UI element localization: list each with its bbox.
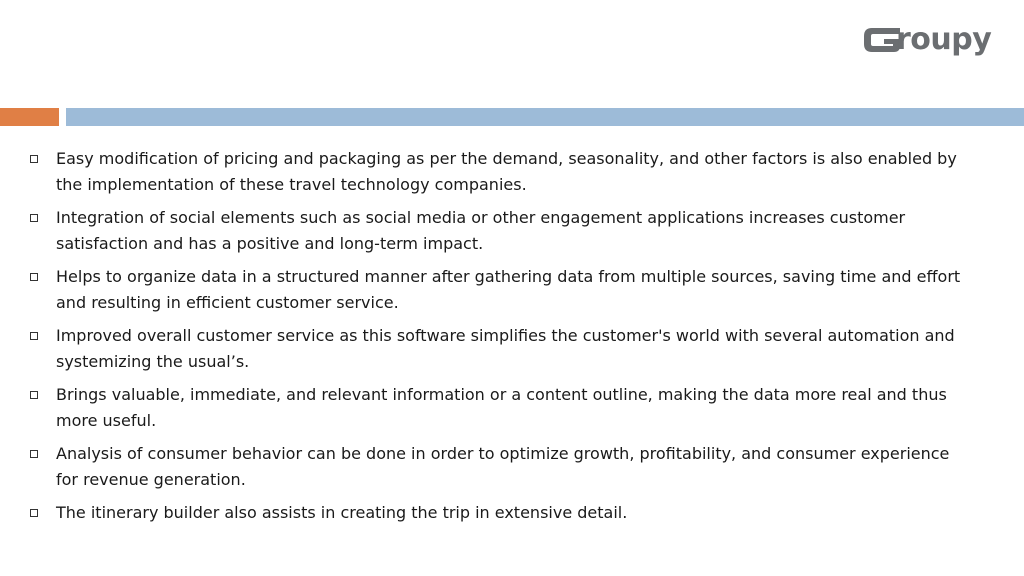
- square-bullet-icon: [30, 509, 38, 517]
- bullet-text: Integration of social elements such as social media or other engagement applications increases customer satisfaction and has a positive and long-term impact.: [56, 208, 906, 253]
- square-bullet-icon: [30, 450, 38, 458]
- bullet-item: [30, 205, 970, 257]
- square-bullet-icon: [30, 214, 38, 222]
- bullet-text: Analysis of consumer behavior can be done in order to optimize growth, profitability, and consumer experience for revenue generation.: [56, 444, 950, 489]
- square-bullet-icon: [30, 273, 38, 281]
- square-bullet-icon: [30, 155, 38, 163]
- header-accent-blue: [66, 108, 1024, 126]
- square-bullet-icon: [30, 332, 38, 340]
- bullet-item: [30, 264, 970, 316]
- groupy-logo: [860, 22, 1010, 62]
- bullet-item: [30, 323, 970, 375]
- header-accent-orange: [0, 108, 59, 126]
- bullet-text: Easy modification of pricing and packaging as per the demand, seasonality, and other factors is also enabled by the implementation of these travel technology companies.: [56, 149, 957, 194]
- bullet-item: [30, 146, 970, 198]
- bullet-text: Helps to organize data in a structured manner after gathering data from multiple sources, saving time and effort and resulting in efficient customer service.: [56, 267, 961, 312]
- bullet-list: [30, 146, 970, 533]
- square-bullet-icon: [30, 391, 38, 399]
- bullet-item: [30, 382, 970, 434]
- bullet-item: [30, 500, 970, 526]
- bullet-text: The itinerary builder also assists in creating the trip in extensive detail.: [56, 503, 628, 522]
- bullet-text: Brings valuable, immediate, and relevant information or a content outline, making the data more real and thus more useful.: [56, 385, 947, 430]
- bullet-text: Improved overall customer service as this software simplifies the customer's world with several automation and systemizing the usual’s.: [56, 326, 955, 371]
- logo-wordmark: roupy: [896, 22, 992, 57]
- bullet-item: [30, 441, 970, 493]
